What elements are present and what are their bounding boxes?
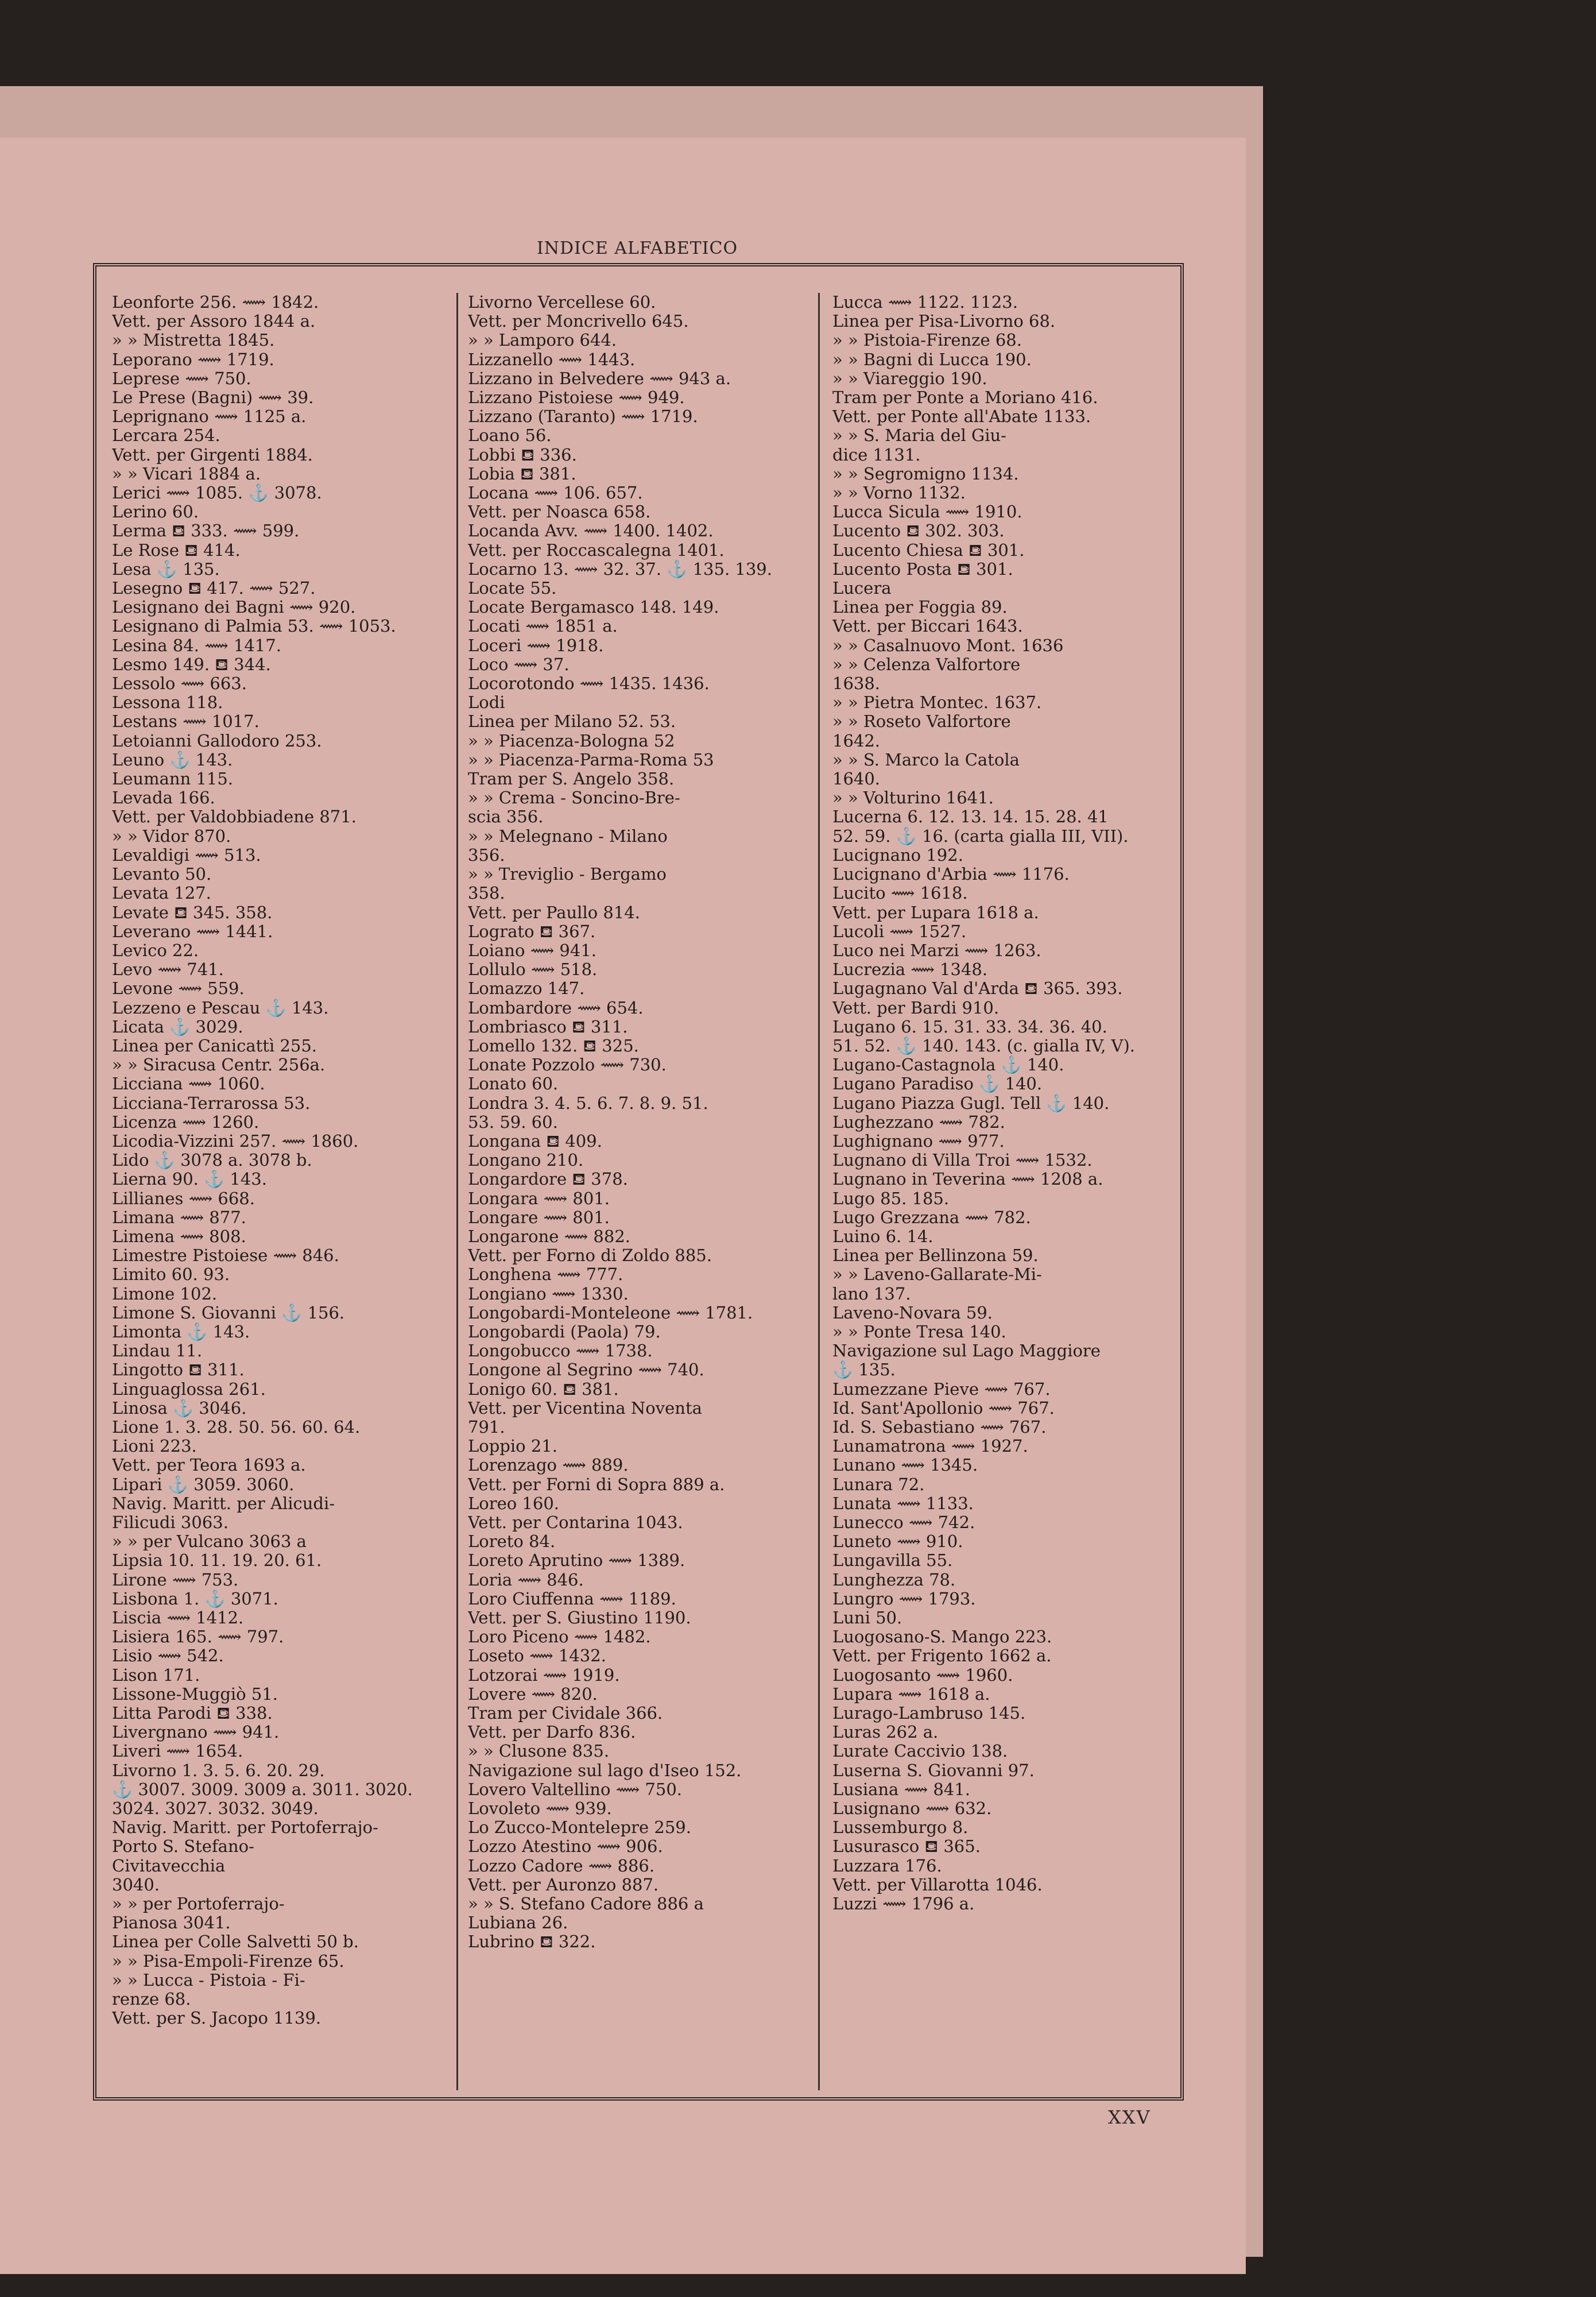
index-entry: Vett. per Valdobbiadene 871.: [112, 807, 357, 827]
index-entry: » » Piacenza-Parma-Roma 53: [468, 750, 714, 769]
index-entry: Leverano ⟿ 1441.: [112, 922, 273, 941]
index-entry: 52. 59. ⚓ 16. (carta gialla III, VII).: [832, 826, 1129, 846]
index-entry: 53. 59. 60.: [468, 1112, 558, 1132]
index-entry: Lunamatrona ⟿ 1927.: [832, 1437, 1028, 1456]
index-entry: Navig. Maritt. per Alicudi-: [112, 1494, 335, 1513]
index-entry: » » Crema - Soncino-Bre-: [468, 788, 680, 808]
index-entry: Lomello 132. ⛾ 325.: [468, 1036, 639, 1055]
index-entry: » » Pietra Montec. 1637.: [832, 693, 1042, 713]
index-entry: Vett. per Auronzo 887.: [468, 1875, 659, 1894]
index-entry: Lombriasco ⛾ 311.: [468, 1017, 628, 1037]
index-entry: Vett. per Roccascalegna 1401.: [468, 540, 725, 560]
index-entry: 1638.: [832, 674, 881, 694]
index-entry: » » S. Marco la Catola: [832, 750, 1020, 769]
index-entry: Lughignano ⟿ 977.: [832, 1131, 1005, 1151]
index-entry: Navigazione sul lago d'Iseo 152.: [468, 1761, 742, 1780]
index-entry: » » Melegnano - Milano: [468, 826, 668, 846]
index-entry: Lugano 6. 15. 31. 33. 34. 36. 40.: [832, 1017, 1107, 1037]
index-entry: Lucca Sicula ⟿ 1910.: [832, 502, 1022, 522]
index-entry: » » Lamporo 644.: [468, 331, 617, 350]
index-entry: Lirone ⟿ 753.: [112, 1570, 239, 1590]
index-entry: Lovero Valtellino ⟿ 750.: [468, 1780, 683, 1799]
index-entry: Lugnano in Teverina ⟿ 1208 a.: [832, 1170, 1103, 1189]
index-entry: Lugano Paradiso ⚓ 140.: [832, 1074, 1043, 1094]
index-entry: Lobbi ⛾ 336.: [468, 445, 577, 465]
index-entry: » » Segromigno 1134.: [832, 464, 1019, 484]
index-entry: Limestre Pistoiese ⟿ 846.: [112, 1246, 339, 1266]
index-entry: » » Vorno 1132.: [832, 484, 966, 503]
index-entry: Loco ⟿ 37.: [468, 655, 570, 674]
index-entry: » » per Portoferrajo-: [112, 1894, 285, 1914]
index-entry: Linguaglossa 261.: [112, 1379, 266, 1399]
index-entry: Longara ⟿ 801.: [468, 1189, 610, 1208]
index-entry: » » Celenza Valfortore: [832, 655, 1021, 674]
index-entry: Longardore ⛾ 378.: [468, 1170, 628, 1189]
index-entry: Luserna S. Giovanni 97.: [832, 1761, 1035, 1780]
index-entry: Leumann 115.: [112, 769, 234, 789]
index-entry: Lussemburgo 8.: [832, 1818, 969, 1838]
index-entry: Luino 6. 14.: [832, 1227, 933, 1246]
index-entry: Loano 56.: [468, 426, 552, 446]
index-entry: Id. Sant'Apollonio ⟿ 767.: [832, 1398, 1055, 1418]
index-entry: Limone 102.: [112, 1284, 218, 1304]
page-number: XXV: [1108, 2106, 1151, 2128]
index-entry: Vett. per Bardi 910.: [832, 998, 1000, 1018]
index-entry: Luogosanto ⟿ 1960.: [832, 1665, 1013, 1685]
index-entry: Lucento Posta ⛾ 301.: [832, 559, 1013, 579]
index-entry: Lovere ⟿ 820.: [468, 1684, 598, 1704]
index-entry: Locorotondo ⟿ 1435. 1436.: [468, 674, 710, 694]
index-entry: Lingotto ⛾ 311.: [112, 1360, 245, 1380]
index-entry: Vett. per Lupara 1618 a.: [832, 903, 1039, 922]
index-entry: » » Laveno-Gallarate-Mi-: [832, 1265, 1042, 1285]
index-entry: Lizzano in Belvedere ⟿ 943 a.: [468, 369, 731, 388]
index-entry: Linea per Milano 52. 53.: [468, 712, 676, 732]
index-entry: Lindau 11.: [112, 1341, 203, 1361]
index-entry: Lipari ⚓ 3059. 3060.: [112, 1475, 295, 1494]
index-entry: Licata ⚓ 3029.: [112, 1017, 243, 1037]
index-entry: Lucrezia ⟿ 1348.: [832, 960, 988, 980]
index-entry: Lugagnano Val d'Arda ⛾ 365. 393.: [832, 979, 1123, 999]
index-entry: Civitavecchia: [112, 1856, 226, 1876]
index-entry: Lusiana ⟿ 841.: [832, 1780, 970, 1799]
index-entry: » » Pisa-Empoli-Firenze 65.: [112, 1951, 344, 1971]
index-entry: Lisbona 1. ⚓ 3071.: [112, 1589, 278, 1608]
index-entry: Luneto ⟿ 910.: [832, 1532, 963, 1552]
index-entry: 3040.: [112, 1875, 160, 1894]
index-entry: Lesegno ⛾ 417. ⟿ 527.: [112, 579, 316, 598]
index-entry: Vett. per Vicentina Noventa: [468, 1398, 702, 1418]
index-entry: Liscia ⟿ 1412.: [112, 1608, 244, 1628]
index-entry: renze 68.: [112, 1990, 191, 2009]
index-entry: 358.: [468, 884, 505, 903]
index-entry: Loreo 160.: [468, 1494, 559, 1513]
index-entry: Linea per Foggia 89.: [832, 598, 1008, 617]
index-entry: » » S. Maria del Giu-: [832, 426, 1006, 446]
index-entry: Letoianni Gallodoro 253.: [112, 731, 322, 751]
index-entry: 791.: [468, 1417, 505, 1437]
index-entry: Lugnano di Villa Troi ⟿ 1532.: [832, 1151, 1093, 1170]
index-entry: » » Viareggio 190.: [832, 369, 987, 388]
index-entry: Lugo Grezzana ⟿ 782.: [832, 1208, 1031, 1227]
index-entry: Leuno ⚓ 143.: [112, 750, 233, 769]
index-entry: Locarno 13. ⟿ 32. 37. ⚓ 135. 139.: [468, 559, 772, 579]
index-entry: Vett. per Darfo 836.: [468, 1723, 636, 1742]
index-entry: Lestans ⟿ 1017.: [112, 712, 259, 732]
index-entry: Lungro ⟿ 1793.: [832, 1589, 976, 1608]
index-entry: Lunara 72.: [832, 1475, 925, 1494]
index-entry: Lozzo Cadore ⟿ 886.: [468, 1856, 655, 1876]
index-column-1: [112, 293, 451, 2090]
index-entry: » » Treviglio - Bergamo: [468, 865, 667, 884]
index-entry: Lograto ⛾ 367.: [468, 922, 596, 941]
index-entry: Lucoli ⟿ 1527.: [832, 922, 967, 941]
index-entry: Lerici ⟿ 1085. ⚓ 3078.: [112, 484, 322, 503]
index-entry: Lughezzano ⟿ 782.: [832, 1112, 1005, 1132]
index-entry: Longobardi (Paola) 79.: [468, 1322, 661, 1341]
index-entry: Lipsia 10. 11. 19. 20. 61.: [112, 1551, 322, 1571]
index-entry: Lollulo ⟿ 518.: [468, 960, 598, 980]
index-entry: Lesa ⚓ 135.: [112, 559, 220, 579]
index-entry: Limone S. Giovanni ⚓ 156.: [112, 1303, 345, 1322]
index-entry: Loreto 84.: [468, 1532, 556, 1552]
index-entry: » » per Vulcano 3063 a: [112, 1532, 307, 1552]
index-entry: Vett. per S. Jacopo 1139.: [112, 2009, 321, 2028]
index-entry: Levada 166.: [112, 788, 215, 808]
index-entry: Loreto Aprutino ⟿ 1389.: [468, 1551, 685, 1571]
index-entry: Vett. per Teora 1693 a.: [112, 1456, 306, 1475]
index-entry: Tram per Cividale 366.: [468, 1704, 663, 1723]
index-entry: Linea per Bellinzona 59.: [832, 1246, 1039, 1266]
index-entry: Lupara ⟿ 1618 a.: [832, 1684, 990, 1704]
index-entry: Laveno-Novara 59.: [832, 1303, 993, 1322]
index-entry: Vett. per S. Giustino 1190.: [468, 1608, 691, 1628]
index-entry: Lesignano di Palmia 53. ⟿ 1053.: [112, 617, 396, 636]
index-entry: Loceri ⟿ 1918.: [468, 636, 604, 655]
index-entry: Luzzara 176.: [832, 1856, 942, 1876]
index-entry: Livorno 1. 3. 5. 6. 20. 29.: [112, 1761, 325, 1780]
index-entry: Vett. per Villarotta 1046.: [832, 1875, 1043, 1894]
index-entry: Locati ⟿ 1851 a.: [468, 617, 618, 636]
index-entry: Lierna 90. ⚓ 143.: [112, 1170, 267, 1189]
index-entry: Lesignano dei Bagni ⟿ 920.: [112, 598, 356, 617]
index-entry: Linea per Canicattì 255.: [112, 1036, 317, 1055]
index-entry: Longobardi-Monteleone ⟿ 1781.: [468, 1303, 753, 1322]
index-entry: Lotzorai ⟿ 1919.: [468, 1665, 620, 1685]
column-divider: [456, 293, 458, 2090]
index-entry: Lubiana 26.: [468, 1913, 568, 1933]
index-entry: Lezzeno e Pescau ⚓ 143.: [112, 998, 329, 1018]
index-entry: Locate Bergamasco 148. 149.: [468, 598, 719, 617]
index-entry: Pianosa 3041.: [112, 1913, 231, 1933]
index-entry: » » Clusone 835.: [468, 1742, 610, 1761]
index-entry: Leprese ⟿ 750.: [112, 369, 251, 388]
index-entry: Limito 60. 93.: [112, 1265, 230, 1285]
index-entry: Lonigo 60. ⛾ 381.: [468, 1379, 619, 1399]
index-entry: Lusurasco ⛾ 365.: [832, 1837, 981, 1857]
index-entry: Lugano Piazza Gugl. Tell ⚓ 140.: [832, 1093, 1110, 1113]
index-entry: Litta Parodi ⛾ 338.: [112, 1704, 273, 1723]
index-entry: Levata 127.: [112, 884, 211, 903]
index-entry: Limena ⟿ 808.: [112, 1227, 246, 1246]
index-entry: 51. 52. ⚓ 140. 143. (c. gialla IV, V).: [832, 1036, 1135, 1055]
index-entry: Vett. per Assoro 1844 a.: [112, 312, 316, 331]
index-entry: Lonato 60.: [468, 1074, 559, 1094]
index-entry: Locate 55.: [468, 579, 557, 598]
index-entry: Lisiera 165. ⟿ 797.: [112, 1627, 284, 1647]
index-entry: Lucignano d'Arbia ⟿ 1176.: [832, 865, 1070, 884]
index-entry: Longarone ⟿ 882.: [468, 1227, 630, 1246]
index-entry: Lurago-Lambruso 145.: [832, 1704, 1026, 1723]
index-entry: » » Mistretta 1845.: [112, 331, 275, 350]
index-entry: Vett. per Noasca 658.: [468, 502, 651, 522]
index-entry: Lisio ⟿ 542.: [112, 1646, 224, 1666]
index-entry: 356.: [468, 845, 505, 865]
index-entry: Lizzanello ⟿ 1443.: [468, 350, 636, 369]
index-entry: Lomazzo 147.: [468, 979, 585, 999]
index-entry: Luras 262 a.: [832, 1723, 939, 1742]
index-entry: Levone ⟿ 559.: [112, 979, 245, 999]
column-divider: [818, 293, 820, 2090]
index-entry: Livorno Vercellese 60.: [468, 293, 656, 312]
index-entry: Loria ⟿ 846.: [468, 1570, 584, 1590]
index-entry: Lessolo ⟿ 663.: [112, 674, 247, 694]
index-entry: » » Lucca - Pistoia - Fi-: [112, 1970, 305, 1990]
index-entry: Vett. per Biccari 1643.: [832, 617, 1023, 636]
index-entry: Le Rose ⛾ 414.: [112, 540, 241, 560]
index-entry: Luco nei Marzi ⟿ 1263.: [832, 941, 1041, 960]
index-entry: Lerma ⛾ 333. ⟿ 599.: [112, 521, 300, 541]
index-entry: scia 356.: [468, 807, 544, 827]
index-entry: Lo Zucco-Montelepre 259.: [468, 1818, 691, 1838]
index-column-3: [832, 293, 1171, 2090]
index-entry: Lizzano Pistoiese ⟿ 949.: [468, 388, 685, 408]
index-entry: Lercara 254.: [112, 426, 220, 446]
index-entry: Lucerna 6. 12. 13. 14. 15. 28. 41: [832, 807, 1109, 827]
index-entry: Lunano ⟿ 1345.: [832, 1456, 978, 1475]
index-entry: » » Ponte Tresa 140.: [832, 1322, 1006, 1341]
index-entry: 3024. 3027. 3032. 3049.: [112, 1799, 319, 1819]
index-entry: » » Casalnuovo Mont. 1636: [832, 636, 1064, 655]
index-entry: Levo ⟿ 741.: [112, 960, 224, 980]
index-entry: Le Prese (Bagni) ⟿ 39.: [112, 388, 314, 408]
index-entry: ⚓ 135.: [832, 1360, 896, 1380]
index-entry: Longiano ⟿ 1330.: [468, 1284, 629, 1304]
index-entry: Longano 210.: [468, 1151, 584, 1170]
index-entry: Locanda Avv. ⟿ 1400. 1402.: [468, 521, 714, 541]
index-entry: » » Vidor 870.: [112, 826, 231, 846]
index-entry: Longana ⛾ 409.: [468, 1131, 602, 1151]
index-entry: Leprignano ⟿ 1125 a.: [112, 407, 307, 427]
index-entry: Lumezzane Pieve ⟿ 767.: [832, 1379, 1051, 1399]
index-entry: Levate ⛾ 345. 358.: [112, 903, 273, 922]
index-entry: » » Bagni di Lucca 190.: [832, 350, 1032, 369]
index-entry: dice 1131.: [832, 445, 921, 465]
index-entry: Lobia ⛾ 381.: [468, 464, 576, 484]
index-entry: Vett. per Moncrivello 645.: [468, 312, 689, 331]
index-entry: Livergnano ⟿ 941.: [112, 1723, 280, 1742]
index-entry: Lessona 118.: [112, 693, 223, 713]
index-entry: Lido ⚓ 3078 a. 3078 b.: [112, 1151, 312, 1170]
index-entry: Lillianes ⟿ 668.: [112, 1189, 255, 1208]
index-entry: Lesmo 149. ⛾ 344.: [112, 655, 271, 674]
index-entry: Lombardore ⟿ 654.: [468, 998, 644, 1018]
index-entry: Longare ⟿ 801.: [468, 1208, 610, 1227]
index-entry: Lorenzago ⟿ 889.: [468, 1456, 629, 1475]
index-entry: 1642.: [832, 731, 881, 751]
index-entry: Lison 171.: [112, 1665, 200, 1685]
index-entry: Lucento ⛾ 302. 303.: [832, 521, 1005, 541]
index-entry: Leonforte 256. ⟿ 1842.: [112, 293, 319, 312]
index-entry: Loppio 21.: [468, 1437, 557, 1456]
index-entry: » » Roseto Valfortore: [832, 712, 1011, 732]
index-entry: Lucento Chiesa ⛾ 301.: [832, 540, 1025, 560]
index-entry: » » Volturino 1641.: [832, 788, 994, 808]
index-entry: Limonta ⚓ 143.: [112, 1322, 250, 1341]
index-entry: Leporano ⟿ 1719.: [112, 350, 274, 369]
index-entry: Linea per Pisa-Livorno 68.: [832, 312, 1056, 331]
index-entry: Vett. per Paullo 814.: [468, 903, 640, 922]
index-entry: Locana ⟿ 106. 657.: [468, 484, 643, 503]
index-entry: » » Vicari 1884 a.: [112, 464, 261, 484]
index-entry: Vett. per Girgenti 1884.: [112, 445, 313, 465]
index-entry: Licciana ⟿ 1060.: [112, 1074, 265, 1094]
index-entry: Loiano ⟿ 941.: [468, 941, 596, 960]
index-entry: Lozzo Atestino ⟿ 906.: [468, 1837, 663, 1857]
index-entry: Lunata ⟿ 1133.: [832, 1494, 974, 1513]
index-entry: Licciana-Terrarossa 53.: [112, 1093, 311, 1113]
index-entry: Lodi: [468, 693, 505, 713]
index-entry: Vett. per Forni di Sopra 889 a.: [468, 1475, 725, 1494]
index-entry: » » Piacenza-Bologna 52: [468, 731, 675, 751]
index-entry: Licenza ⟿ 1260.: [112, 1112, 259, 1132]
page-header: INDICE ALFABETICO: [536, 238, 738, 258]
index-entry: Linea per Colle Salvetti 50 b.: [112, 1932, 359, 1952]
index-entry: Lonate Pozzolo ⟿ 730.: [468, 1055, 667, 1075]
index-entry: Levico 22.: [112, 941, 199, 960]
index-entry: ⚓ 3007. 3009. 3009 a. 3011. 3020.: [112, 1780, 413, 1799]
index-entry: Lioni 223.: [112, 1437, 197, 1456]
index-entry: » » S. Stefano Cadore 886 a: [468, 1894, 704, 1914]
index-entry: Lizzano (Taranto) ⟿ 1719.: [468, 407, 698, 427]
index-entry: Porto S. Stefano-: [112, 1837, 254, 1857]
index-entry: Lucito ⟿ 1618.: [832, 884, 968, 903]
index-entry: lano 137.: [832, 1284, 911, 1304]
index-entry: Lissone-Muggiò 51.: [112, 1684, 278, 1704]
index-entry: Lunghezza 78.: [832, 1570, 956, 1590]
index-entry: Liveri ⟿ 1654.: [112, 1742, 243, 1761]
index-entry: Lucca ⟿ 1122. 1123.: [832, 293, 1018, 312]
index-entry: Luogosano-S. Mango 223.: [832, 1627, 1052, 1647]
index-entry: Longone al Segrino ⟿ 740.: [468, 1360, 704, 1380]
index-entry: Limana ⟿ 877.: [112, 1208, 246, 1227]
index-entry: Navig. Maritt. per Portoferrajo-: [112, 1818, 378, 1838]
index-entry: 1640.: [832, 769, 881, 789]
index-entry: Longobucco ⟿ 1738.: [468, 1341, 653, 1361]
index-entry: » » Pistoia-Firenze 68.: [832, 331, 1022, 350]
index-entry: Vett. per Frigento 1662 a.: [832, 1646, 1052, 1666]
index-entry: Lugo 85. 185.: [832, 1189, 950, 1208]
index-entry: Filicudi 3063.: [112, 1513, 228, 1532]
index-entry: Loro Piceno ⟿ 1482.: [468, 1627, 651, 1647]
index-entry: Lungavilla 55.: [832, 1551, 953, 1571]
index-entry: Tram per S. Angelo 358.: [468, 769, 675, 789]
index-entry: Lurate Caccivio 138.: [832, 1742, 1008, 1761]
index-entry: Lucignano 192.: [832, 845, 963, 865]
index-entry: Lunecco ⟿ 742.: [832, 1513, 975, 1532]
index-entry: Linosa ⚓ 3046.: [112, 1398, 247, 1418]
index-entry: Lubrino ⛾ 322.: [468, 1932, 596, 1952]
index-entry: Navigazione sul Lago Maggiore: [832, 1341, 1101, 1361]
index-entry: Vett. per Forno di Zoldo 885.: [468, 1246, 712, 1266]
index-entry: » » Siracusa Centr. 256a.: [112, 1055, 326, 1075]
index-entry: Vett. per Ponte all'Abate 1133.: [832, 407, 1091, 427]
index-entry: Lerino 60.: [112, 502, 199, 522]
index-entry: Londra 3. 4. 5. 6. 7. 8. 9. 51.: [468, 1093, 708, 1113]
index-entry: Lugano-Castagnola ⚓ 140.: [832, 1055, 1064, 1075]
index-entry: Licodia-Vizzini 257. ⟿ 1860.: [112, 1131, 359, 1151]
index-entry: Levaldigi ⟿ 513.: [112, 845, 261, 865]
index-entry: Lione 1. 3. 28. 50. 56. 60. 64.: [112, 1417, 361, 1437]
index-entry: Luni 50.: [832, 1608, 902, 1628]
index-entry: Luzzi ⟿ 1796 a.: [832, 1894, 975, 1914]
index-entry: Longhena ⟿ 777.: [468, 1265, 623, 1285]
index-entry: Lucera: [832, 579, 892, 598]
index-entry: Id. S. Sebastiano ⟿ 767.: [832, 1417, 1047, 1437]
index-entry: Loro Ciuffenna ⟿ 1189.: [468, 1589, 676, 1608]
index-entry: Lusignano ⟿ 632.: [832, 1799, 992, 1819]
index-entry: Loseto ⟿ 1432.: [468, 1646, 606, 1666]
index-entry: Lovoleto ⟿ 939.: [468, 1799, 612, 1819]
index-entry: Lesina 84. ⟿ 1417.: [112, 636, 281, 655]
index-entry: Vett. per Contarina 1043.: [468, 1513, 683, 1532]
index-entry: Tram per Ponte a Moriano 416.: [832, 388, 1098, 408]
index-column-2: [468, 293, 807, 2090]
index-entry: Levanto 50.: [112, 865, 212, 884]
